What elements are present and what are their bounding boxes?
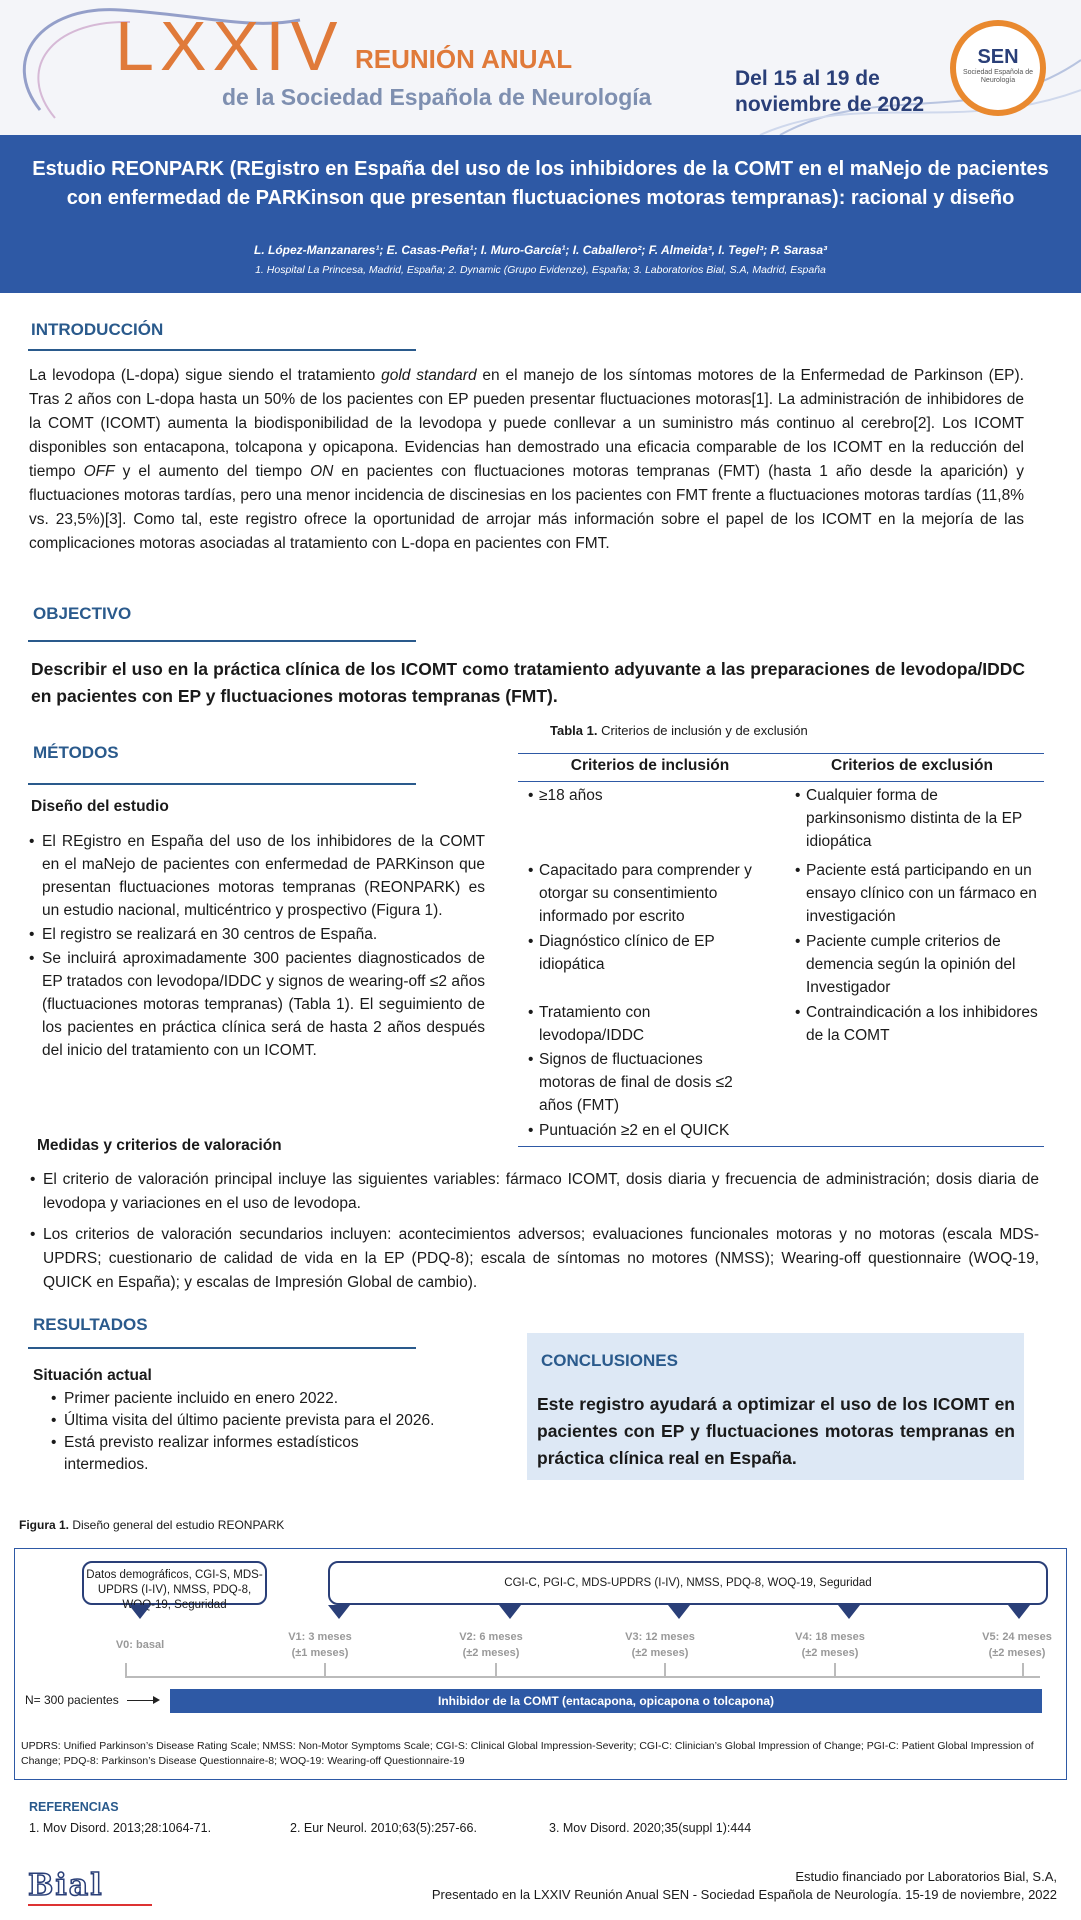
reference-item: 2. Eur Neurol. 2010;63(5):257-66. [290,1821,477,1835]
bial-logo-underline [28,1904,152,1906]
list-item: • El REgistro en España del uso de los inhibidores de la COMT en el maNejo de pacientes con enfermedad de PARKinson que presentan fluctuaciones motoras tempranas (REONPARK) es un estudio nacional, multicéntrico y prospectivo (Figura 1). [42,830,485,922]
methods-bullets [28,830,485,1062]
inclusion-header: Criterios de inclusión [570,757,730,774]
visit-label: V1: 3 meses (±1 meses) [288,1631,352,1659]
list-item: • El registro se realizará en 30 centros de España. [42,923,485,946]
reference-item: 1. Mov Disord. 2013;28:1064-71. [29,1821,212,1835]
intro-paragraph: La levodopa (L-dopa) sigue siendo el tratamiento gold standard en el manejo de los síntomas motores de la Enfermedad de Parkinson (EP). Tras 2 años con L-dopa hasta un 50% de los pacientes con EP pueden presentar fluctuaciones motoras[1]. La administración de inhibidores de la COMT (ICOMT) aumenta la biodisponibilidad de la levodopa y puede conllevar a un suministro más continuo al cerebro[2]. Los ICOMT disponibles son entacapona, tolcapona y opicapona. Evidencias han demostrado una eficacia comparable de los ICOMT en la reducción del tiempo OFF y el aumento del tiempo ON en pacientes con fluctuaciones motoras tempranas (FMT) (hasta 1 año desde la aparición) y fluctuaciones motoras tardías, pero una menor incidencia de discinesias en los pacientes con FMT frente a fluctuaciones motoras tardías (11,8% vs. 23,5%)[3]. Como tal, este registro ofrece la oportunidad de arrojar más información sobre el papel de los ICOMT en la mejoría de las complicaciones motoras asociadas al tratamiento con L-dopa en pacientes con FMT. [29,367,1024,552]
society-name: de la Sociedad Española de Neurología [222,84,652,110]
results-heading: RESULTADOS [33,1315,148,1334]
study-design-figure [14,1548,1067,1780]
visit-marker-v1 [328,1605,350,1619]
visit-label: V4: 18 meses (±2 meses) [795,1631,865,1659]
authors: L. López-Manzanares¹; E. Casas-Peña¹; I. Muro-García¹; I. Caballero²; F. Almeida³, I. Tegel³; P. Sarasa³ [253,243,828,257]
exclusion-cell: • Contraindicación a los inhibidores de la COMT [806,1001,1042,1047]
funding-note: Estudio financiado por Laboratorios Bial, S.A, [795,1869,1057,1884]
list-item: • Los criterios de valoración secundarios incluyen: acontecimientos adversos; evaluaciones funcionales motoras y no motoras (escala MDS-UPDRS; cuestionario de calidad de vida en la EP (PDQ-8); escala de síntomas no motores (NMSS); Wearing-off questionnaire (WOQ-19, QUICK en España); y escalas de Impresión Global de cambio). [43,1223,1039,1295]
table-bottom-rule [518,1146,1044,1147]
intro-heading: INTRODUCCIÓN [31,320,164,339]
objective-rule [28,640,416,642]
conclusions-text: Este registro ayudará a optimizar el uso de los ICOMT en pacientes con EP y fluctuaciones motoras tempranas en práctica clínica real en España. [537,1394,1015,1468]
list-item: • El criterio de valoración principal incluye las siguientes variables: fármaco ICOMT, dosis diaria y frecuencia de administración; dosis diaria de levodopa y variaciones en el uso de levodopa. [43,1168,1039,1216]
timeline-tick [834,1663,836,1677]
affiliations: 1. Hospital La Princesa, Madrid, España; 2. Dynamic (Grupo Evidenze), España; 3. Laboratorios Bial, S.A, Madrid, España [255,264,826,276]
objective-text: Describir el uso en la práctica clínica de los ICOMT como tratamiento adyuvante a las preparaciones de levodopa/IDDC en pacientes con EP y fluctuaciones motoras tempranas (FMT). [31,659,1025,706]
timeline-tick [495,1663,497,1677]
inclusion-cell: • Tratamiento con levodopa/IDDC [539,1001,759,1047]
timeline-tick [1022,1663,1024,1677]
visit-label: V2: 6 meses (±2 meses) [459,1631,523,1659]
treatment-bar: Inhibidor de la COMT (entacapona, opicapona o tolcapona) [170,1689,1042,1713]
timeline-tick [324,1663,326,1677]
inclusion-cell: • Capacitado para comprender y otorgar su consentimiento informado por escrito [539,859,779,928]
results-bullets [50,1388,444,1476]
conclusions-heading: CONCLUSIONES [541,1351,678,1370]
exclusion-header: Criterios de exclusión [831,757,993,774]
exclusion-cell: • Paciente cumple criterios de demencia según la opinión del Investigador [806,930,1042,999]
abbreviations: UPDRS: Unified Parkinson’s Disease Rating Scale; NMSS: Non-Motor Symptoms Scale; CGI-S: Clinical Global Impression-Severity; CGI-C: Clinician’s Global Impression of Change; PGI-C: Patient Global Impression of Change; PDQ-8: Parkinson’s Disease Questionnaire-8; WOQ-19: Wearing-off Questionnaire-19 [21,1740,1034,1767]
event-dates: Del 15 al 19 de noviembre de 2022 [735,67,925,116]
study-design-subheading: Diseño del estudio [31,798,169,815]
visit-marker-v4 [838,1605,860,1619]
meeting-name: REUNIÓN ANUAL [355,44,573,74]
followup-assessments-box: CGI-C, PGI-C, MDS-UPDRS (I-IV), NMSS, PDQ-8, WOQ-19, Seguridad [328,1561,1048,1605]
list-item: • Primer paciente incluido en enero 2022. [64,1388,444,1410]
current-status-subheading: Situación actual [33,1367,152,1384]
title-bar [0,135,1081,293]
list-item: • Se incluirá aproximadamente 300 pacientes diagnosticados de EP tratados con levodopa/IDDC y signos de wearing-off ≤2 años (fluctuaciones motoras tempranas) (Tabla 1). El seguimiento de los pacientes en práctica clínica será de hasta 2 años después del inicio del tratamiento con un ICOMT. [42,947,485,1062]
exclusion-cell: • Paciente está participando en un ensayo clínico con un fármaco en investigación [806,859,1042,928]
inclusion-cell: • ≥18 años [539,784,779,807]
table-top-rule [518,753,1044,754]
figure-caption: Figura 1. Diseño general del estudio REONPARK [19,1518,285,1532]
reference-item: 3. Mov Disord. 2020;35(suppl 1):444 [549,1821,752,1835]
measures-bullets [29,1168,1039,1295]
arrow-head-icon [153,1696,160,1704]
poster-title: Estudio REONPARK (REgistro en España del uso de los inhibidores de la COMT en el maNejo de pacientes con enfermedad de PARKinson que presentan fluctuaciones motoras tempranas): racional y diseño [32,158,1049,209]
visit-label: V5: 24 meses (±2 meses) [982,1631,1052,1659]
patients-label: N= 300 pacientes [25,1693,119,1707]
inclusion-cell: • Signos de fluctuaciones motoras de final de dosis ≤2 años (FMT) [539,1048,759,1117]
exclusion-cell: • Cualquier forma de parkinsonismo distinta de la EP idiopática [806,784,1042,853]
bial-logo: Bial [28,1868,104,1903]
visit-marker-v3 [668,1605,690,1619]
visit-marker-v5 [1008,1605,1030,1619]
timeline-axis [125,1676,1040,1678]
methods-rule [28,783,416,785]
results-rule [28,1347,416,1349]
inclusion-cell: • Puntuación ≥2 en el QUICK [539,1119,779,1142]
baseline-assessments-box: Datos demográficos, CGI-S, MDS-UPDRS (I-IV), NMSS, PDQ-8, WOQ-19, Seguridad [82,1561,267,1605]
conclusions-box [527,1333,1024,1480]
methods-heading: MÉTODOS [33,743,119,762]
list-item: • Está previsto realizar informes estadísticos intermedios. [64,1432,444,1476]
header-banner [0,0,1081,135]
edition-number: LXXIV [115,7,344,85]
measures-subheading: Medidas y criterios de valoración [37,1137,282,1154]
table-header-rule [518,781,1044,782]
timeline-tick [125,1663,127,1677]
references-heading: REFERENCIAS [29,1800,119,1814]
sen-logo: SEN Sociedad Española de Neurología [950,20,1046,116]
visit-label: V0: basal [115,1639,165,1651]
visit-marker-v0 [129,1605,151,1619]
intro-rule [28,349,416,351]
visit-label: V3: 12 meses (±2 meses) [625,1631,695,1659]
objective-heading: OBJECTIVO [33,604,132,623]
visit-marker-v2 [499,1605,521,1619]
inclusion-cell: • Diagnóstico clínico de EP idiopática [539,930,759,976]
presentation-note: Presentado en la LXXIV Reunión Anual SEN - Sociedad Española de Neurología. 15-19 de noviembre, 2022 [431,1887,1057,1902]
list-item: • Última visita del último paciente prevista para el 2026. [64,1410,444,1432]
timeline-tick [664,1663,666,1677]
table-caption: Tabla 1. Criterios de inclusión y de exclusión [550,723,808,738]
